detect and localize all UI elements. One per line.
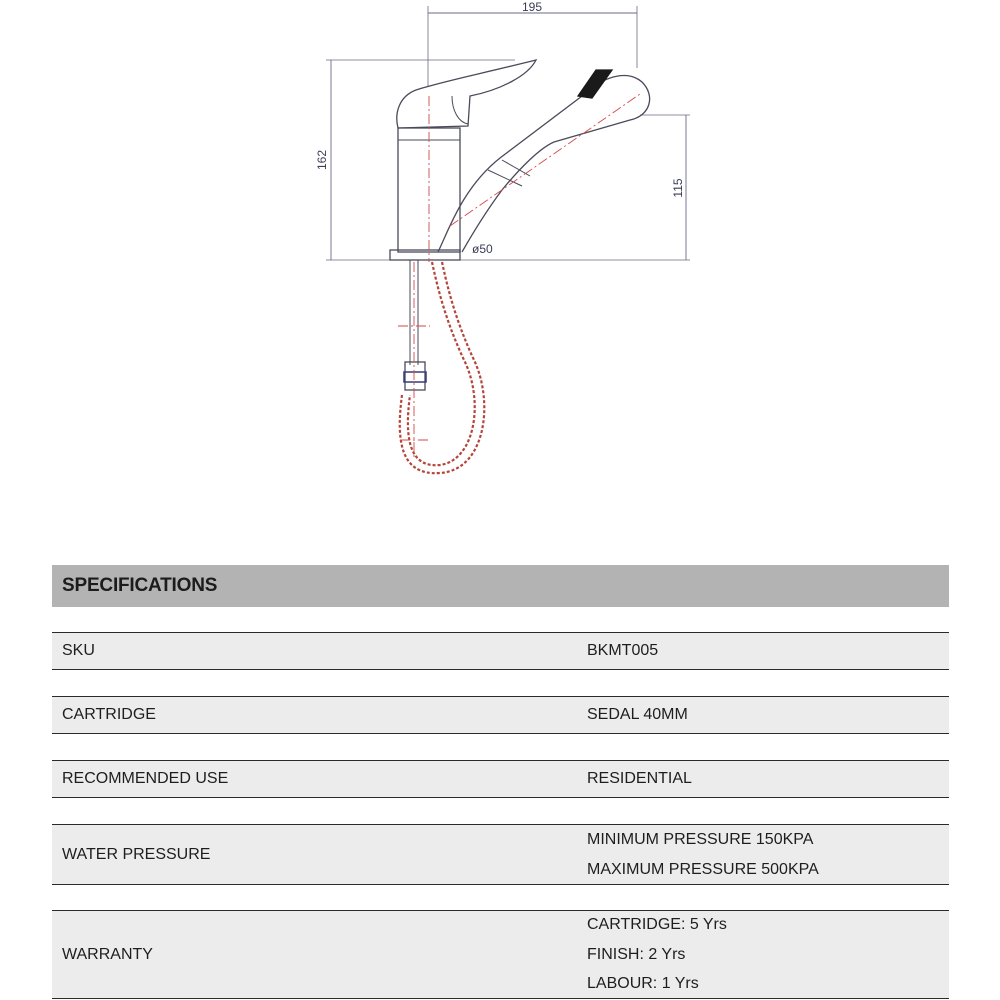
braided-hose-inner: [400, 262, 485, 473]
spout-centerline: [450, 94, 640, 226]
spec-label: CARTRIDGE: [62, 706, 156, 723]
spec-label: RECOMMENDED USE: [62, 770, 229, 787]
spec-values: [587, 633, 658, 669]
spec-value: RESIDENTIAL: [587, 770, 692, 788]
spec-value: MINIMUM PRESSURE 150KPA: [587, 831, 814, 848]
spec-value: CARTRIDGE: 5 Yrs: [587, 916, 727, 934]
spec-label: WARRANTY: [62, 945, 153, 963]
spec-label: WATER PRESSURE: [62, 845, 211, 863]
lever-handle: [397, 60, 536, 128]
spec-value: BKMT005: [587, 642, 659, 660]
spec-values: [587, 825, 819, 884]
spec-value: FINISH: 2 Yrs: [587, 945, 686, 963]
hose-connector: [405, 362, 425, 390]
spec-values: [587, 697, 688, 733]
spec-row-water-pressure: [52, 824, 949, 885]
overall-width-label: 195: [521, 0, 543, 14]
spec-value: LABOUR: 1 Yrs: [587, 975, 699, 993]
spec-value: SEDAL 40MM: [587, 706, 688, 724]
spec-values: [587, 911, 727, 998]
spec-row-cartridge: [52, 696, 949, 734]
spec-values: [587, 761, 692, 797]
spec-row-sku: [52, 632, 949, 670]
hose-connector-nut: [404, 372, 426, 382]
specifications-header: [52, 565, 949, 607]
overall-height-label: 162: [315, 149, 329, 171]
spout-nozzle-grip: [578, 70, 612, 98]
lever-handle-detail: [452, 96, 468, 124]
spec-row-recommended-use: [52, 760, 949, 798]
spec-value: MAXIMUM PRESSURE 500KPA: [587, 860, 819, 878]
specifications-title: SPECIFICATIONS: [62, 575, 218, 596]
base-diameter-label: ø50: [472, 242, 493, 256]
spec-label: SKU: [62, 642, 95, 659]
spout-height-label: 115: [671, 178, 685, 198]
spec-row-warranty: [52, 910, 949, 999]
